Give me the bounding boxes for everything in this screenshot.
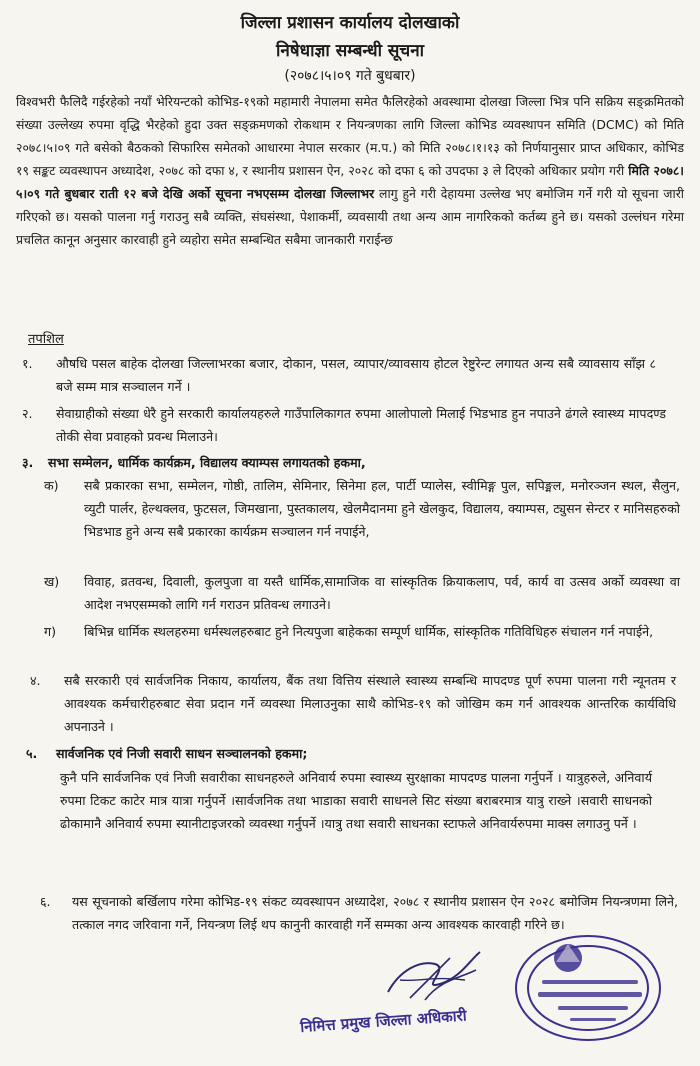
notice-title: निषेधाज्ञा सम्बन्धी सूचना — [275, 41, 425, 61]
sub-item-text: सबै प्रकारका सभा, सम्मेलन, गोष्ठी, तालिम, सेमिनार, सिनेमा हल, पार्टी प्यालेस, स्वीमिङ्ग पुल, सपिङ्मल, मनोरञ्जन स्थल, सैलुन, व्युटी पार्लर, हेल्थक्लव, फुटसल, जिमखाना, पुस्तकालय, खेलमैदानमा हुने खेलकुद, विद्यालय, क्याम्पस, ट्युसन सेन्टर र मानिसहरुको भिडभाड हुने अन्य सबै प्रकारका कार्यक्रम सञ्चालन गर्न नपाईने, — [84, 478, 680, 539]
item-number: ४. — [30, 673, 41, 688]
item-text: सभा सम्मेलन, धार्मिक कार्यक्रम, विद्यालय क्याम्पस लगायतको हकमा, — [48, 455, 366, 470]
intro-bold-text: मिति २०७८।५।०९ गते बुधबार राती १२ बजे देखि अर्को सूचना नभएसम्म दोलखा जिल्लाभर — [16, 163, 684, 201]
details-heading: तपशिल — [28, 332, 64, 347]
sub-item-mark: ग) — [44, 624, 57, 639]
sub-item-text: विवाह, व्रतवन्ध, दिवाली, कुलपुजा वा यस्तै धार्मिक,सामाजिक वा सांस्कृतिक क्रियाकलाप, पर्व, कार्य वा उत्सव अर्को व्यवस्था वा आदेश नभएसम्मको लागि गर्न गराउन प्रतिवन्ध लगाउने। — [84, 574, 680, 612]
office-title: जिल्ला प्रशासन कार्यालय दोलखाको — [240, 13, 460, 33]
signature-caption: निमित्त प्रमुख जिल्ला अधिकारी — [299, 1006, 468, 1036]
item-number: ६. — [40, 894, 51, 909]
vehicle-text: कुनै पनि सार्वजनिक एवं निजी सवारीका साधनहरुले अनिवार्य रुपमा स्वास्थ्य सुरक्षाका मापदण्ड पालना गर्नुपर्ने । यात्रुहरुले, अनिवार्य रुपमा टिकट काटेर मात्र यात्रा गर्नुपर्ने ।सार्वजनिक तथा भाडाका सवारी साधनले सिट संख्या बराबरमात्र यात्रु राख्ने ।सवारी साधनको ढोकामानै अनिवार्य रुपमा स्यानीटाइजरको व्यवस्था गर्नुपर्ने ।यात्रु तथा सवारी साधनका स्टाफले अनिवार्यरुपमा माक्स लगाउनु पर्ने । — [60, 770, 652, 831]
intro-paragraph — [16, 90, 684, 251]
item-number: १. — [22, 356, 33, 371]
item-number: ५. — [26, 746, 38, 761]
sub-item-mark: ख) — [44, 574, 60, 589]
item-text: औषधि पसल बाहेक दोलखा जिल्लाभरका बजार, दोकान, पसल, व्यापार/व्यावसाय होटल रेष्टुरेन्ट लगायत अन्य सबै व्यावसाय साँझ ८ बजे सम्म मात्र सञ्चालन गर्ने । — [56, 356, 656, 394]
item-text: सबै सरकारी एवं सार्वजनिक निकाय, कार्यालय, बैंक तथा वित्तिय संस्थाले स्वास्थ्य सम्बन्धि मापदण्ड पूर्ण रुपमा पालना गरी न्यूनतम र आवश्यक कर्मचारीहरुबाट सेवा प्रदान गर्ने व्यवस्था मिलाउनुका साथै कोभिड-१९ को जोखिम कम गर्न आवश्यक आन्तरिक कार्यविधि अपनाउने । — [64, 673, 676, 734]
office-stamp — [508, 928, 668, 1048]
intro-text-2: लागु हुने गरी देहायमा उल्लेख भए बमोजिम गर्ने गरी यो सूचना जारी गरिएको छ। यसको पालना गर्नु गराउनु सबै व्यक्ति, संघसंस्था, पेशाकर्मी, व्यवसायी तथा अन्य आम नागरिकको कर्तब्य हुने छ। यसको उल्लंघन गरेमा प्रचलित कानून अनुसार कारवाही हुने व्यहोरा समेत सम्बन्धित सबैमा जानकारी गराईन्छ — [16, 186, 684, 247]
notice-date: (२०७८।५।०९ गते बुधबार) — [284, 68, 416, 84]
signature-scribble — [380, 940, 490, 1010]
item-text: यस सूचनाको बर्खिलाप गरेमा कोभिड-१९ संकट व्यवस्थापन अध्यादेश, २०७८ र स्थानीय प्रशासन ऐन २०२८ बमोजिम नियन्त्रणमा लिने, तत्काल नगद जरिवाना गर्ने, नियन्त्रण लिई थप कानुनी कारवाही गर्ने सम्मका अन्य आवश्यक कारवाही गरिने छ। — [72, 894, 678, 932]
sub-item-text: बिभिन्न धार्मिक स्थलहरुमा धर्मस्थलहरुबाट हुने नित्यपुजा बाहेकका सम्पूर्ण धार्मिक, सांस्कृतिक गतिविधिहरु संचालन गर्न नपाईने, — [84, 624, 654, 639]
item-text: सार्वजनिक एवं निजी सवारी साधन सञ्चालनको हकमा; — [56, 746, 308, 761]
emblem-icon — [554, 944, 582, 972]
item-number: २. — [22, 406, 33, 421]
item-text: सेवाग्राहीको संख्या धेरै हुने सरकारी कार्यालयहरुले गाउँपालिकागत रुपमा आलोपालो मिलाई भिडभाड हुन नपाउने ढंगले स्वास्थ्य मापदण्ड तोकी सेवा प्रवाहको प्रवन्ध मिलाउने। — [56, 406, 666, 444]
intro-text-1: विश्वभरी फैलिदै गईरहेको नयाँ भेरियन्टको कोभिड-१९को महामारी नेपालमा समेत फैलिरहेको अवस्थामा दोलखा जिल्ला भित्र पनि सक्रिय सङ्क्रमितको संख्या उल्लेख्य रुपमा वृद्धि भैरहेको हुदा उक्त सङ्क्रमणको रोकथाम र नियन्त्रणका लागि जिल्ला कोभिड व्यवस्थापन समिति (DCMC) को मिति २०७८।५।०९ गते बसेको बैठकको सिफारिस समेतको आधारमा नेपाल सरकार (म.प.) को मिति २०७८।१।१३ को निर्णयानुसार प्राप्त अधिकार, कोभिड १९ सङ्कट व्यवस्थापन अध्यादेश, २०७८ को दफा ४, र स्थानीय प्रशासन ऐन, २०२८ को दफा ६ को उपदफा ३ ले दिएको अधिकार प्रयोग गरी — [16, 94, 684, 178]
item-number: ३. — [22, 455, 34, 470]
sub-item-mark: क) — [44, 478, 59, 493]
